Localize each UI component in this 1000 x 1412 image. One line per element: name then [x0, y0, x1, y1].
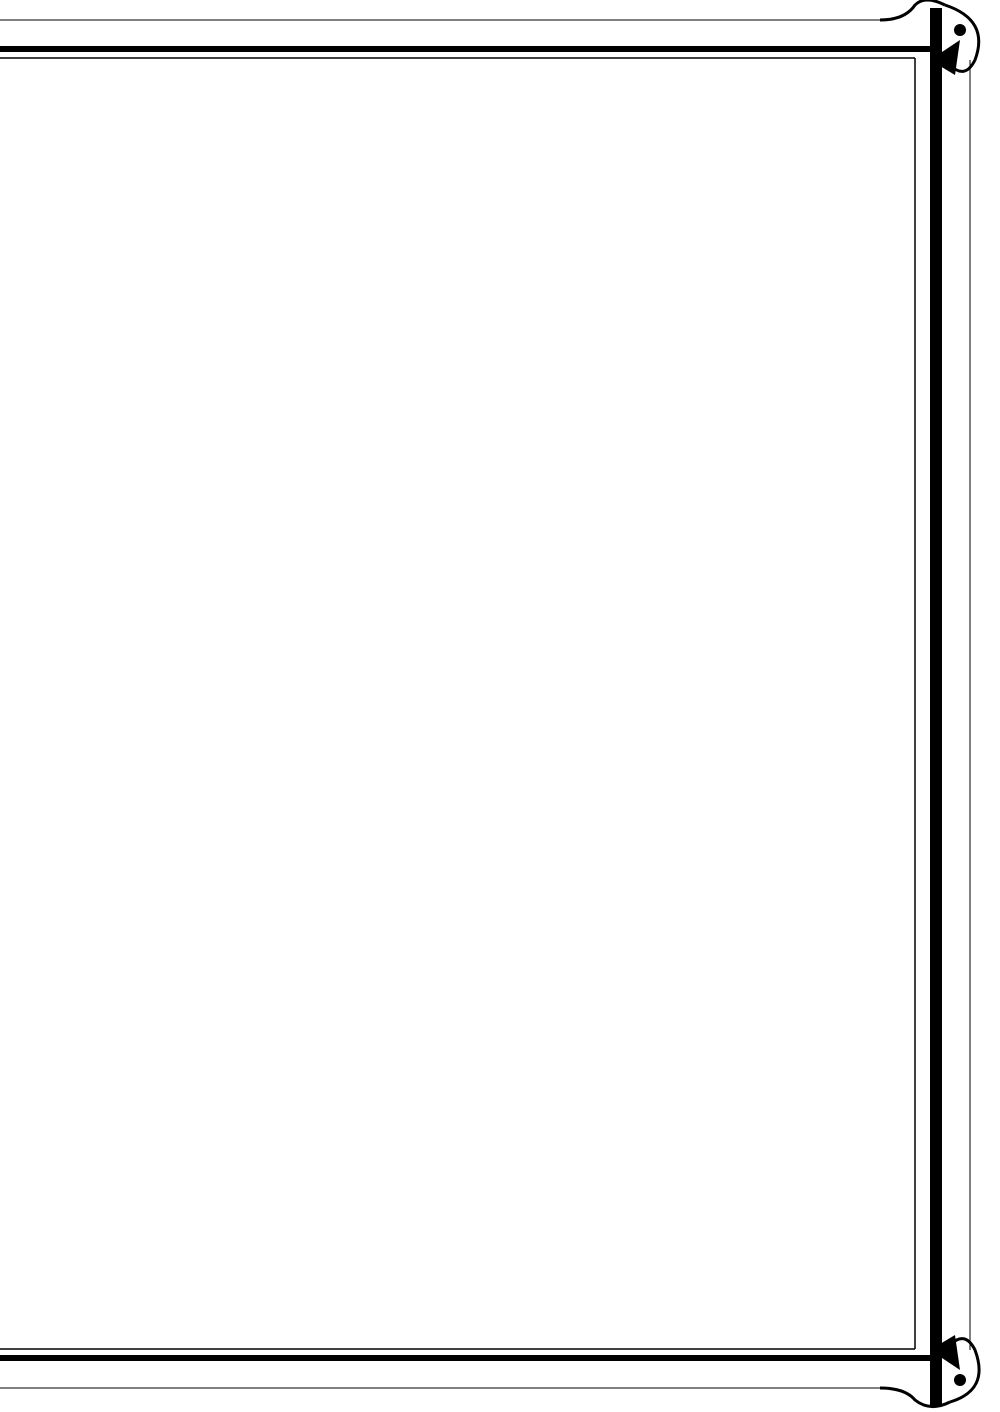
text-block-lower — [115, 805, 815, 1305]
text-block-upper — [115, 144, 815, 584]
